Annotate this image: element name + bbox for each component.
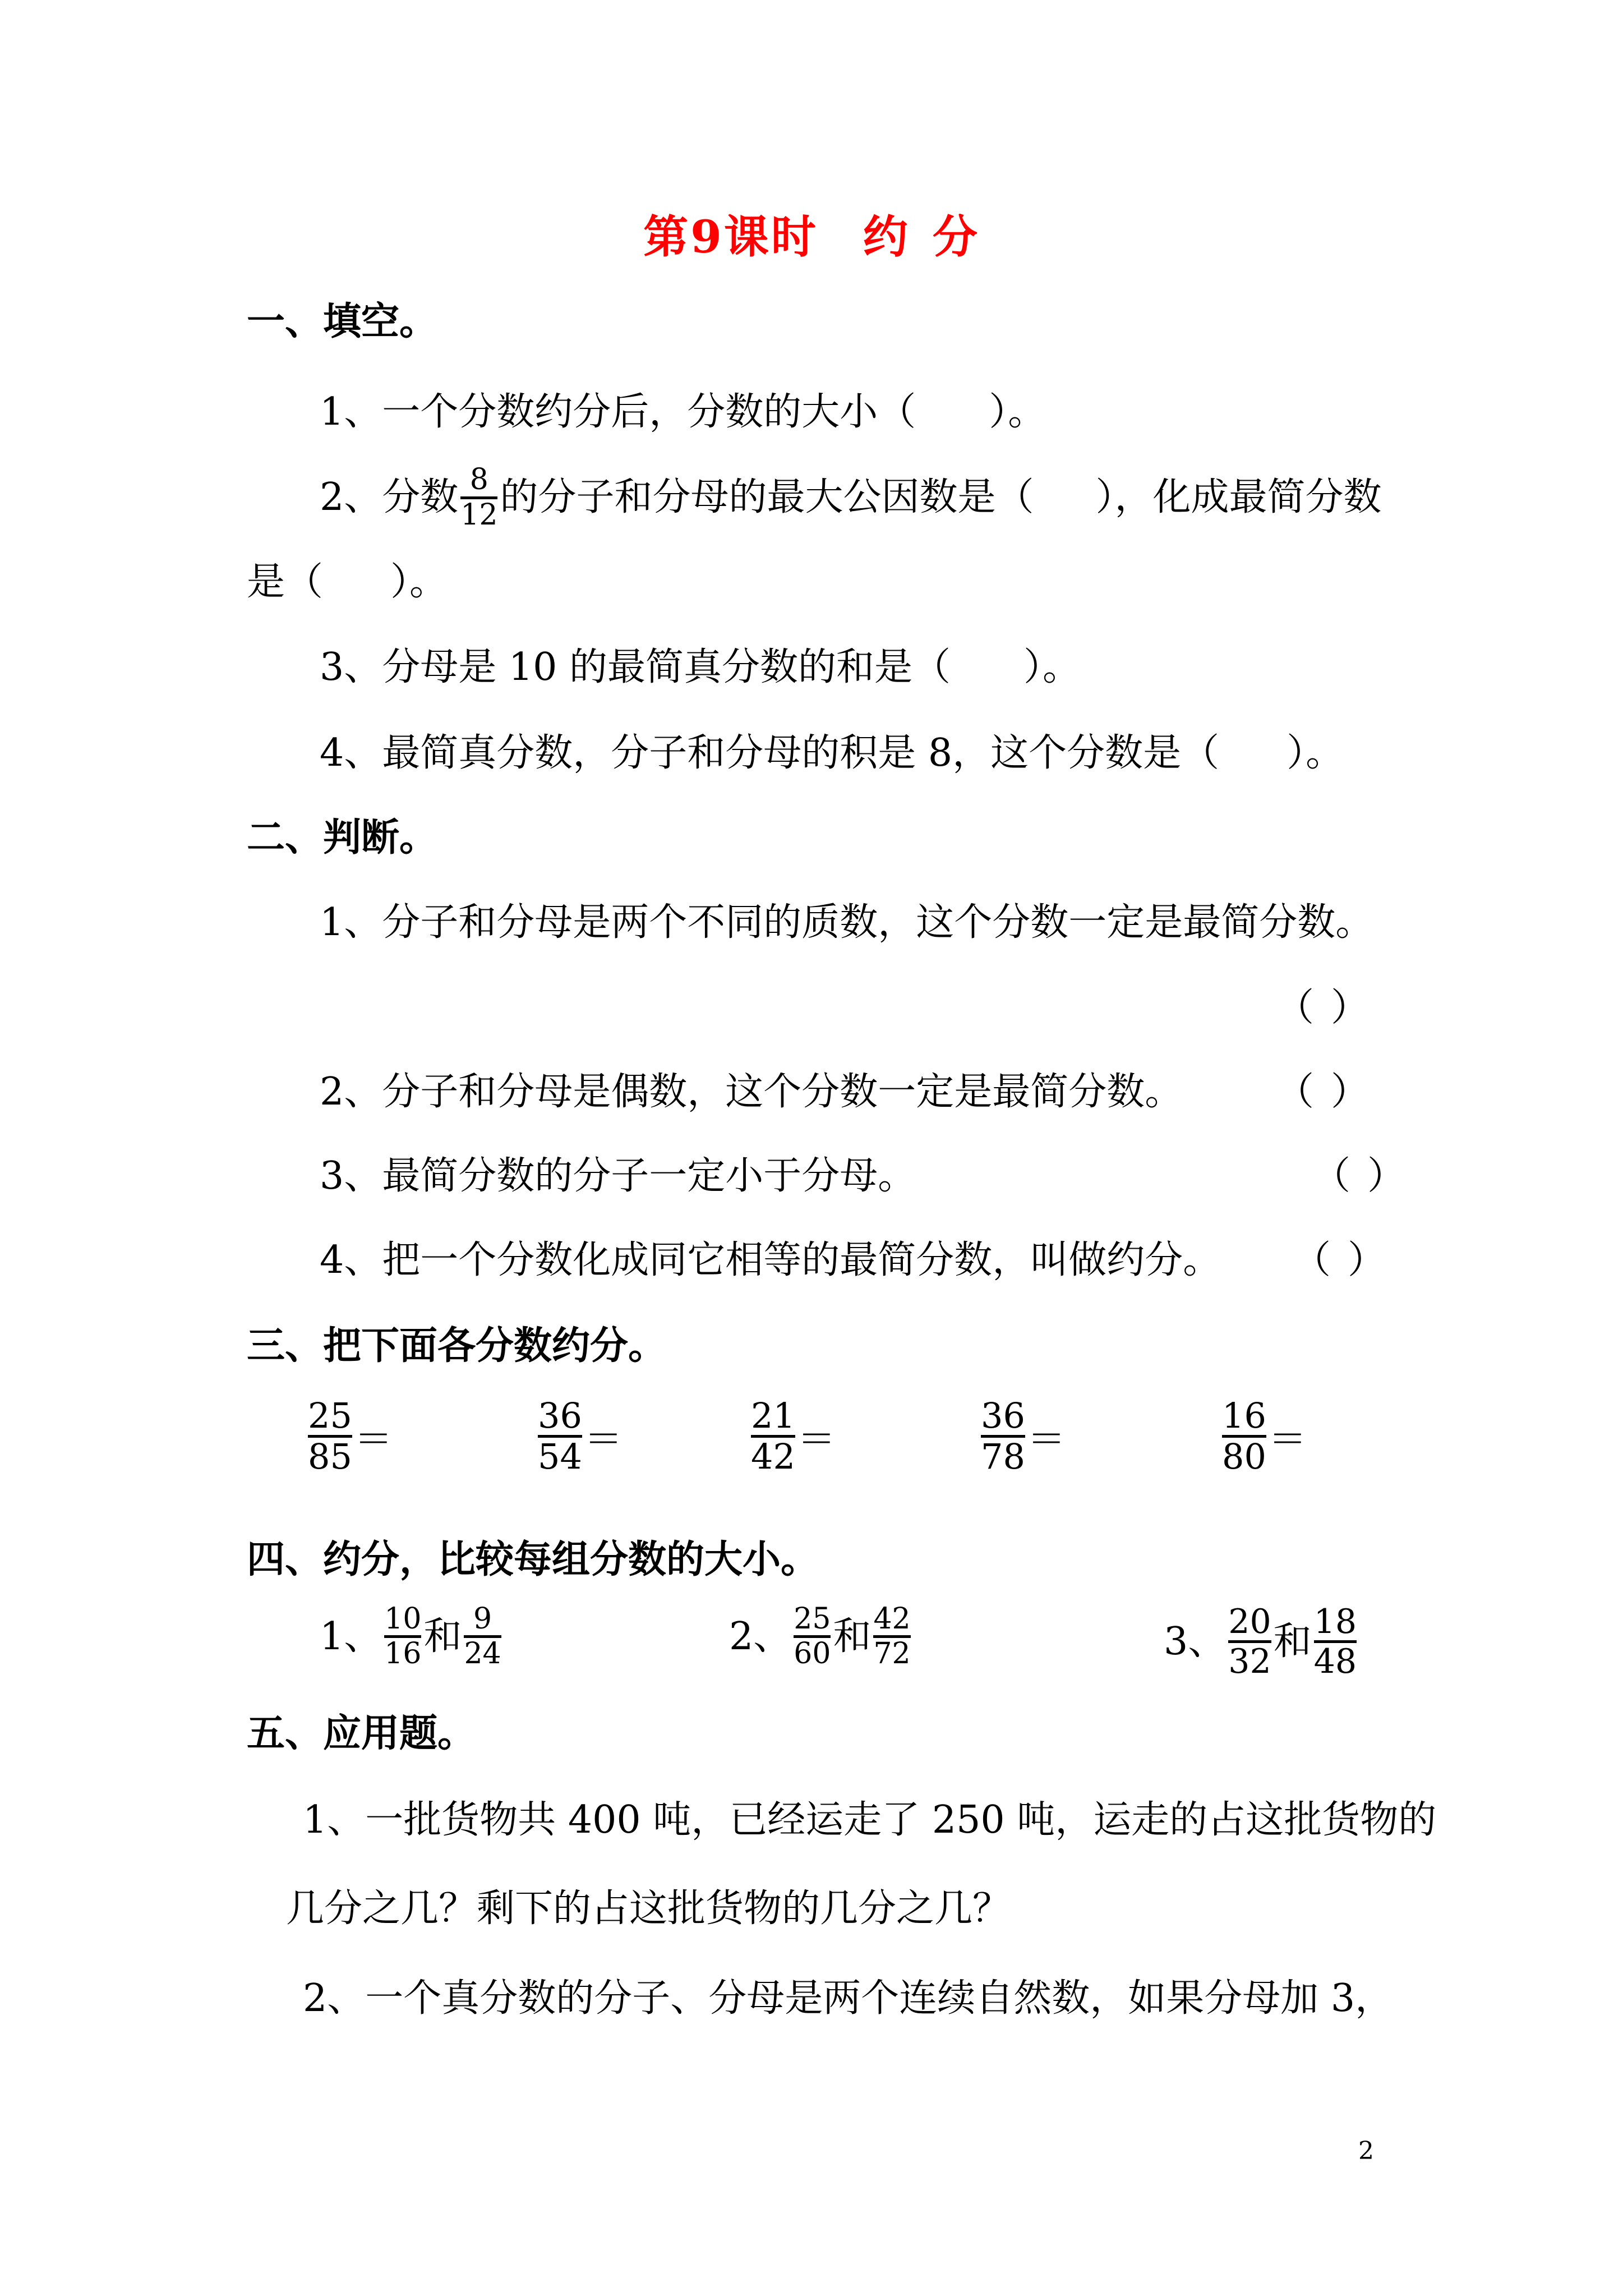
judge-answer-1: （ ） (1276, 986, 1370, 1030)
title-topic-a: 约 (863, 210, 910, 263)
judge-question-3: 3、最简分数的分子一定小于分母。 (320, 1154, 916, 1198)
fill-question-4: 4、最简真分数，分子和分母的积是 8，这个分数是（ ）。 (320, 731, 1344, 775)
title-lesson: 第 (643, 210, 691, 263)
reduce-item-4: 36 78 ＝ (981, 1395, 1066, 1478)
fill-question-2-continued: 是（ ）。 (247, 560, 448, 604)
judge-answer-4: （ ） (1293, 1238, 1386, 1282)
page-number: 2 (1358, 2137, 1374, 2165)
fill-question-3: 3、分母是 10 的最简真分数的和是（ ）。 (320, 645, 1081, 689)
judge-answer-3: （ ） (1312, 1154, 1406, 1198)
word-problem-1-line-2: 几分之几？剩下的占这批货物的几分之几？ (286, 1887, 1011, 1931)
title-topic-b: 分 (932, 210, 980, 263)
judge-question-2: 2、分子和分母是偶数，这个分数一定是最简分数。 (320, 1070, 1183, 1114)
section-1-heading: 一、填空。 (247, 299, 438, 344)
section-5-heading: 五、应用题。 (247, 1711, 476, 1756)
page-title (0, 209, 1623, 265)
fill-question-2: 2、分数 8 12 的分子和分母的最大公因数是（ ），化成最简分数 (320, 463, 1382, 532)
judge-question-1: 1、分子和分母是两个不同的质数，这个分数一定是最简分数。 (320, 900, 1374, 945)
fraction-8-12: 8 12 (460, 463, 498, 532)
section-3-heading: 三、把下面各分数约分。 (247, 1323, 667, 1368)
judge-question-4: 4、把一个分数化成同它相等的最简分数，叫做约分。 (320, 1238, 1221, 1282)
word-problem-1-line-1: 1、一批货物共 400 吨，已经运走了 250 吨，运走的占这批货物的 (303, 1798, 1437, 1842)
word-problem-2-line-1: 2、一个真分数的分子、分母是两个连续自然数，如果分母加 3， (303, 1976, 1394, 2021)
fill-question-1: 1、一个分数约分后，分数的大小（ ）。 (320, 390, 1046, 434)
judge-answer-2: （ ） (1276, 1070, 1370, 1114)
compare-group-3: 3、 20 32 和 18 48 (1164, 1602, 1357, 1681)
reduce-item-2: 36 54 ＝ (538, 1395, 623, 1478)
section-4-heading: 四、约分，比较每组分数的大小。 (247, 1537, 819, 1582)
section-2-heading: 二、判断。 (247, 815, 438, 860)
reduce-item-5: 16 80 ＝ (1222, 1395, 1307, 1478)
title-unit: 课时 (723, 210, 818, 263)
reduce-item-3: 21 42 ＝ (751, 1395, 836, 1478)
title-number: 9 (690, 210, 724, 263)
reduce-item-1: 25 85 ＝ (308, 1395, 393, 1478)
compare-group-2: 2、 25 60 和 42 72 (729, 1602, 911, 1671)
compare-group-1: 1、 10 16 和 9 24 (320, 1602, 501, 1671)
